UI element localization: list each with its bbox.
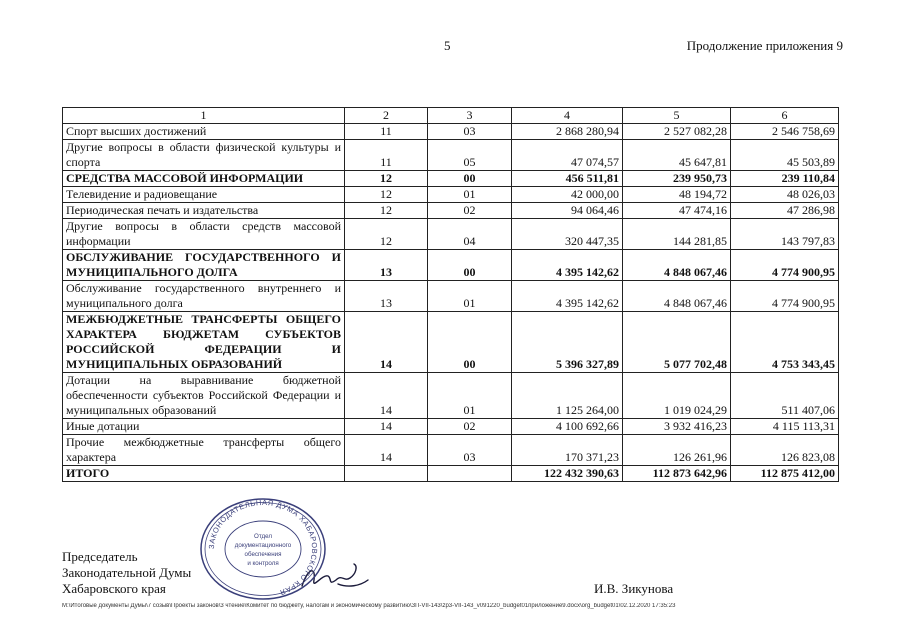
amount-cell: 47 474,16 — [623, 203, 731, 219]
seal-center-text: документационного — [234, 542, 292, 549]
amount-cell: 48 026,03 — [731, 187, 839, 203]
amount-cell: 4 115 113,31 — [731, 419, 839, 435]
amount-cell: 126 261,96 — [623, 435, 731, 466]
table-header-row — [63, 108, 839, 124]
amount-cell: 45 503,89 — [731, 140, 839, 171]
section-code-cell: 12 — [345, 187, 428, 203]
signatory-title-line: Председатель — [62, 549, 138, 564]
row-name-cell: Телевидение и радиовещание — [63, 187, 345, 203]
subsection-code-cell: 01 — [428, 373, 512, 419]
amount-cell: 126 823,08 — [731, 435, 839, 466]
column-header: 3 — [428, 108, 512, 124]
section-code-cell: 14 — [345, 373, 428, 419]
section-code-cell: 12 — [345, 219, 428, 250]
subsection-code-cell: 01 — [428, 187, 512, 203]
official-seal-stamp — [196, 495, 330, 603]
amount-cell: 47 286,98 — [731, 203, 839, 219]
table-row — [63, 466, 839, 482]
column-header: 4 — [512, 108, 623, 124]
section-code-cell: 12 — [345, 203, 428, 219]
amount-cell: 170 371,23 — [512, 435, 623, 466]
column-header: 2 — [345, 108, 428, 124]
table-row — [63, 373, 839, 419]
subsection-code-cell: 00 — [428, 171, 512, 187]
row-name-cell: Иные дотации — [63, 419, 345, 435]
amount-cell: 112 873 642,96 — [623, 466, 731, 482]
signature-block — [62, 549, 191, 597]
table-row — [63, 419, 839, 435]
row-name-cell: Прочие межбюджетные трансферты общего характера — [63, 435, 345, 466]
table-row — [63, 312, 839, 373]
signatory-title-line: Законодательной Думы — [62, 565, 192, 580]
section-code-cell: 14 — [345, 419, 428, 435]
table-row — [63, 187, 839, 203]
amount-cell: 2 527 082,28 — [623, 124, 731, 140]
section-code-cell: 14 — [345, 312, 428, 373]
amount-cell: 122 432 390,63 — [512, 466, 623, 482]
row-name-cell: Обслуживание государственного внутреннего и муниципального долга — [63, 281, 345, 312]
subsection-code-cell: 01 — [428, 281, 512, 312]
amount-cell: 45 647,81 — [623, 140, 731, 171]
signatory-name: И.В. Зикунова — [594, 581, 674, 596]
subsection-code-cell: 03 — [428, 124, 512, 140]
amount-cell: 47 074,57 — [512, 140, 623, 171]
row-name-cell: СРЕДСТВА МАССОВОЙ ИНФОРМАЦИИ — [63, 171, 345, 187]
section-code-cell: 14 — [345, 435, 428, 466]
table-row — [63, 171, 839, 187]
table-row — [63, 281, 839, 312]
amount-cell: 112 875 412,00 — [731, 466, 839, 482]
seal-ring-text: ЗАКОНОДАТЕЛЬНАЯ ДУМА ХАБАРОВСКОГО КРАЯ — [206, 497, 320, 598]
signatory-title-line: Хабаровского края — [62, 581, 166, 596]
table-row — [63, 435, 839, 466]
row-name-cell: ОБСЛУЖИВАНИЕ ГОСУДАРСТВЕННОГО И МУНИЦИПАЛЬНОГО ДОЛГА — [63, 250, 345, 281]
table-row — [63, 124, 839, 140]
budget-table — [62, 107, 839, 482]
amount-cell: 1 125 264,00 — [512, 373, 623, 419]
section-code-cell: 12 — [345, 171, 428, 187]
subsection-code-cell: 02 — [428, 203, 512, 219]
document-file-path: M:\Итоговые документы Думы\7 созыв\Проекты законов\3 чтение\Комитет по бюджету, налогам и экономическому развитию\ЗП-VII-143\zp3-VII-143_v091220_budget01приложение9.docx\org_budget01\02.12.2020 17:35:23 — [62, 603, 676, 609]
amount-cell: 5 396 327,89 — [512, 312, 623, 373]
amount-cell: 456 511,81 — [512, 171, 623, 187]
section-code-cell: 13 — [345, 281, 428, 312]
amount-cell: 511 407,06 — [731, 373, 839, 419]
amount-cell: 94 064,46 — [512, 203, 623, 219]
amount-cell: 48 194,72 — [623, 187, 731, 203]
subsection-code-cell: 03 — [428, 435, 512, 466]
subsection-code-cell: 00 — [428, 312, 512, 373]
amount-cell: 4 774 900,95 — [731, 281, 839, 312]
row-name-cell: Другие вопросы в области средств массовой информации — [63, 219, 345, 250]
column-header: 6 — [731, 108, 839, 124]
table-row — [63, 219, 839, 250]
page-number: 5 — [444, 38, 451, 53]
amount-cell: 4 848 067,46 — [623, 281, 731, 312]
amount-cell: 4 395 142,62 — [512, 250, 623, 281]
subsection-code-cell: 02 — [428, 419, 512, 435]
seal-center-text: и контроля — [247, 560, 279, 567]
subsection-code-cell: 05 — [428, 140, 512, 171]
amount-cell: 4 100 692,66 — [512, 419, 623, 435]
section-code-cell: 11 — [345, 124, 428, 140]
column-header: 5 — [623, 108, 731, 124]
amount-cell: 2 546 758,69 — [731, 124, 839, 140]
table-row — [63, 140, 839, 171]
table-row — [63, 203, 839, 219]
row-name-cell: МЕЖБЮДЖЕТНЫЕ ТРАНСФЕРТЫ ОБЩЕГО ХАРАКТЕРА БЮДЖЕТАМ СУБЪЕКТОВ РОССИЙСКОЙ ФЕДЕРАЦИИ И МУНИЦИПАЛЬНЫХ ОБРАЗОВАНИЙ — [63, 312, 345, 373]
table-row — [63, 250, 839, 281]
seal-center-text: Отдел — [254, 533, 272, 540]
section-code-cell: 13 — [345, 250, 428, 281]
amount-cell: 239 950,73 — [623, 171, 731, 187]
subsection-code-cell: 04 — [428, 219, 512, 250]
amount-cell: 4 395 142,62 — [512, 281, 623, 312]
amount-cell: 4 753 343,45 — [731, 312, 839, 373]
amount-cell: 4 848 067,46 — [623, 250, 731, 281]
amount-cell: 42 000,00 — [512, 187, 623, 203]
subsection-code-cell: 00 — [428, 250, 512, 281]
amount-cell: 3 932 416,23 — [623, 419, 731, 435]
appendix-continuation-note: Продолжение приложения 9 — [686, 38, 843, 53]
amount-cell: 320 447,35 — [512, 219, 623, 250]
seal-center-text: обеспечения — [244, 551, 282, 558]
section-code-cell — [345, 466, 428, 482]
amount-cell: 143 797,83 — [731, 219, 839, 250]
row-name-cell: Спорт высших достижений — [63, 124, 345, 140]
row-name-cell: Другие вопросы в области физической культуры и спорта — [63, 140, 345, 171]
column-header: 1 — [63, 108, 345, 124]
row-name-cell: ИТОГО — [63, 466, 345, 482]
table-body — [63, 108, 839, 482]
amount-cell: 4 774 900,95 — [731, 250, 839, 281]
amount-cell: 239 110,84 — [731, 171, 839, 187]
row-name-cell: Дотации на выравнивание бюджетной обеспеченности субъектов Российской Федерации и муниципальных образований — [63, 373, 345, 419]
amount-cell: 1 019 024,29 — [623, 373, 731, 419]
row-name-cell: Периодическая печать и издательства — [63, 203, 345, 219]
section-code-cell: 11 — [345, 140, 428, 171]
amount-cell: 144 281,85 — [623, 219, 731, 250]
amount-cell: 5 077 702,48 — [623, 312, 731, 373]
subsection-code-cell — [428, 466, 512, 482]
amount-cell: 2 868 280,94 — [512, 124, 623, 140]
